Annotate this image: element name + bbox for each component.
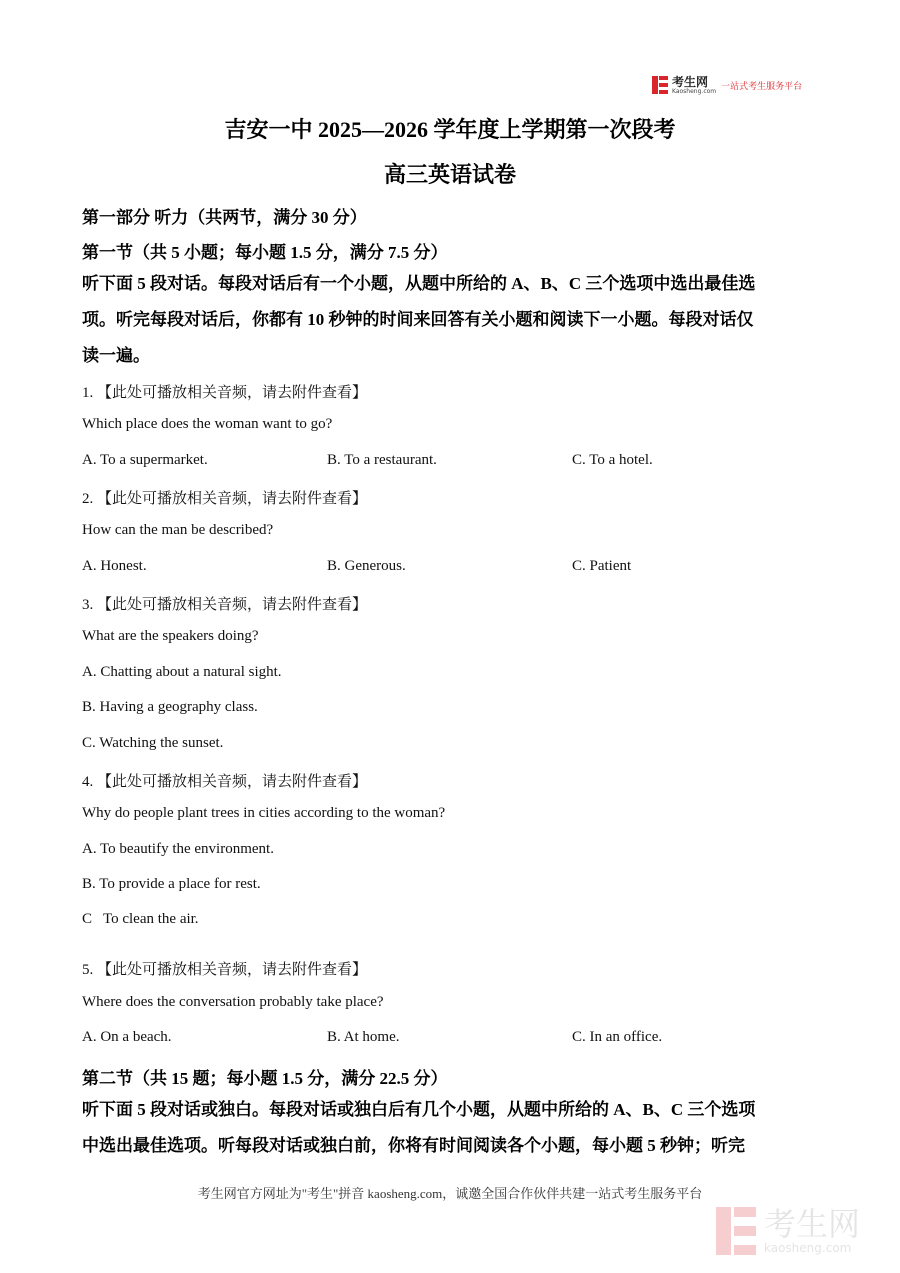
question-2-option-c: C. Patient [572,558,632,574]
audio-placeholder-5[interactable]: 5. 【此处可播放相关音频，请去附件查看】 [82,962,368,978]
section2-heading: 第二节（共 15 题；每小题 1.5 分，满分 22.5 分） [82,1069,448,1088]
instruction-line: 听下面 5 段对话或独白。每段对话或独白后有几个小题，从题中所给的 A、B、C 三个选项 [82,1100,756,1119]
logo-slogan: 一站式考生服务平台 [721,81,803,92]
question-1-stem: Which place does the woman want to go? [82,416,333,432]
kaosheng-watermark-icon [716,1207,756,1255]
question-2-option-a: A. Honest. [82,558,147,574]
question-1-option-a: A. To a supermarket. [82,452,208,468]
question-4-option-a: A. To beautify the environment. [82,841,274,857]
instruction-line: 读一遍。 [82,346,150,365]
audio-placeholder-2[interactable]: 2. 【此处可播放相关音频，请去附件查看】 [82,491,368,507]
logo-domain: Kaosheng.com [672,87,717,95]
question-4-option-c: C To clean the air. [82,911,199,927]
section1-heading: 第一节（共 5 小题；每小题 1.5 分，满分 7.5 分） [82,243,448,262]
question-3-option-c: C. Watching the sunset. [82,735,224,751]
watermark-domain: kaosheng.com [764,1241,852,1255]
audio-placeholder-4[interactable]: 4. 【此处可播放相关音频，请去附件查看】 [82,774,368,790]
audio-placeholder-1[interactable]: 1. 【此处可播放相关音频，请去附件查看】 [82,385,368,401]
question-5-stem: Where does the conversation probably take place? [82,994,384,1010]
question-1-option-b: B. To a restaurant. [327,452,437,468]
question-5-option-b: B. At home. [327,1029,400,1045]
question-2-option-b: B. Generous. [327,558,406,574]
question-3-option-b: B. Having a geography class. [82,699,258,715]
question-5-option-a: A. On a beach. [82,1029,172,1045]
page-footer: 考生网官方网址为"考生"拼音 kaosheng.com，诚邀全国合作伙伴共建一站式考生服务平台 [197,1186,703,1201]
logo-name: 考生网 [672,74,709,89]
question-3-option-a: A. Chatting about a natural sight. [82,664,282,680]
question-1-option-c: C. To a hotel. [572,452,653,468]
question-4-stem: Why do people plant trees in cities according to the woman? [82,805,446,821]
kaosheng-watermark [716,1202,886,1260]
exam-subtitle: 高三英语试卷 [383,162,516,187]
instruction-line: 听下面 5 段对话。每段对话后有一个小题，从题中所给的 A、B、C 三个选项中选出最佳选 [82,274,756,293]
question-3-stem: What are the speakers doing? [82,628,259,644]
part1-heading: 第一部分 听力（共两节，满分 30 分） [82,208,367,227]
section1-instructions [82,266,804,374]
question-2-stem: How can the man be described? [82,522,274,538]
question-5-option-c: C. In an office. [572,1029,663,1045]
instruction-line: 项。听完每段对话后，你都有 10 秒钟的时间来回答有关小题和阅读下一小题。每段对话仅 [82,310,754,329]
kaosheng-logo-icon [652,76,668,94]
audio-placeholder-3[interactable]: 3. 【此处可播放相关音频，请去附件查看】 [82,597,368,613]
exam-title: 吉安一中 2025—2026 学年度上学期第一次段考 [224,117,676,142]
instruction-line: 中选出最佳选项。听每段对话或独白前，你将有时间阅读各个小题，每小题 5 秒钟；听完 [82,1136,745,1155]
question-4-option-b: B. To provide a place for rest. [82,876,261,892]
section2-instructions [82,1092,804,1164]
kaosheng-logo [652,73,822,97]
watermark-name: 考生网 [764,1205,861,1243]
